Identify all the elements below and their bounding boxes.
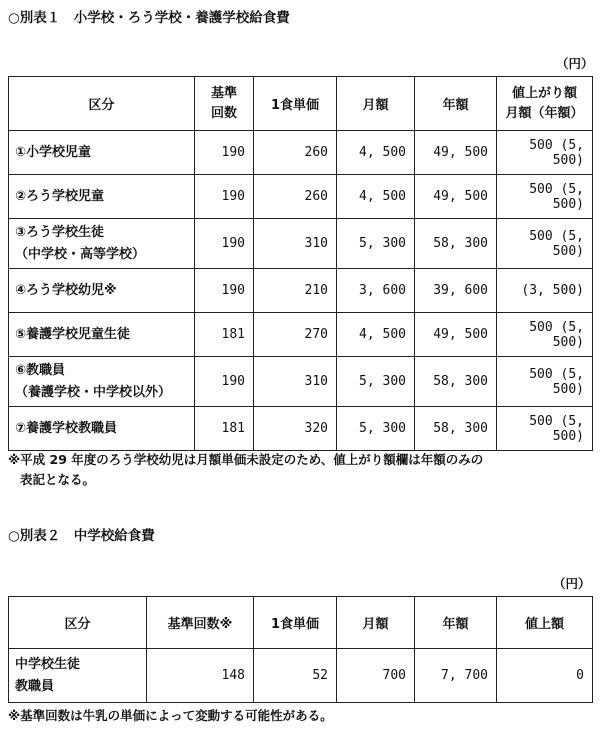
table2-unit: （円） [553,576,591,591]
table2-header-row [9,597,593,649]
col-header-annual: 年額 [415,77,497,131]
row-label: ⑥教職員 （養護学校・中学校以外） [9,357,195,407]
table1-unit: （円） [556,56,594,71]
table2 [8,596,593,703]
row-annual: 49, 500 [415,313,497,357]
table-row [9,131,593,175]
row-label: ⑤養護学校児童生徒 [9,313,195,357]
row-monthly: 5, 300 [337,357,415,407]
table-row [9,219,593,269]
row-monthly: 3, 600 [337,269,415,313]
row-monthly: 5, 300 [337,219,415,269]
row-count: 190 [195,175,254,219]
row-increase: 500 (5, 500) [497,357,593,407]
row-monthly: 4, 500 [337,131,415,175]
row-increase: 500 (5, 500) [497,131,593,175]
table-row [9,649,593,703]
row-annual: 58, 300 [415,407,497,451]
row-monthly: 4, 500 [337,313,415,357]
row-label: ①小学校児童 [9,131,195,175]
row-annual: 58, 300 [415,219,497,269]
row-unit-price: 310 [254,219,337,269]
col-header-unit-price: 1食単価 [254,597,337,649]
row-unit-price: 260 [254,175,337,219]
row-monthly: 5, 300 [337,407,415,451]
table2-title: ○別表２ 中学校給食費 [8,528,155,544]
row-count: 190 [195,131,254,175]
col-header-increase: 値上額 [497,597,593,649]
row-count: 181 [195,407,254,451]
row-annual: 58, 300 [415,357,497,407]
table-row [9,313,593,357]
row-unit-price: 52 [254,649,337,703]
table1-title: ○別表１ 小学校・ろう学校・養護学校給食費 [8,10,290,26]
col-header-count: 基準 回数 [195,77,254,131]
row-label: ②ろう学校児童 [9,175,195,219]
row-annual: 49, 500 [415,131,497,175]
row-unit-price: 210 [254,269,337,313]
row-annual: 7, 700 [415,649,497,703]
table1-header-row [9,77,593,131]
col-header-increase: 値上がり額 月額（年額） [497,77,593,131]
row-label: ⑦養護学校教職員 [9,407,195,451]
row-increase: 500 (5, 500) [497,407,593,451]
table-row [9,269,593,313]
col-header-category: 区分 [9,597,147,649]
row-count: 190 [195,219,254,269]
row-increase: (3, 500) [497,269,593,313]
row-count: 148 [147,649,254,703]
row-count: 190 [195,269,254,313]
row-unit-price: 260 [254,131,337,175]
row-label: 中学校生徒 教職員 [9,649,147,703]
table2-note: ※基準回数は牛乳の単価によって変動する可能性がある。 [8,708,333,723]
row-annual: 49, 500 [415,175,497,219]
table-row [9,357,593,407]
col-header-monthly: 月額 [337,597,415,649]
col-header-category: 区分 [9,77,195,131]
col-header-monthly: 月額 [337,77,415,131]
row-increase: 500 (5, 500) [497,219,593,269]
row-label: ④ろう学校幼児※ [9,269,195,313]
row-count: 181 [195,313,254,357]
row-count: 190 [195,357,254,407]
col-header-unit-price: 1食単価 [254,77,337,131]
col-header-count: 基準回数※ [147,597,254,649]
table1 [8,76,593,451]
row-annual: 39, 600 [415,269,497,313]
table-row [9,407,593,451]
table-row [9,175,593,219]
col-header-annual: 年額 [415,597,497,649]
row-increase: 0 [497,649,593,703]
table1-note: ※平成 29 年度のろう学校幼児は月額単価未設定のため、値上がり額欄は年額のみの 表記となる。 [8,452,484,487]
row-increase: 500 (5, 500) [497,313,593,357]
row-label: ③ろう学校生徒 （中学校・高等学校） [9,219,195,269]
row-unit-price: 310 [254,357,337,407]
row-unit-price: 270 [254,313,337,357]
row-increase: 500 (5, 500) [497,175,593,219]
row-monthly: 700 [337,649,415,703]
row-unit-price: 320 [254,407,337,451]
row-monthly: 4, 500 [337,175,415,219]
